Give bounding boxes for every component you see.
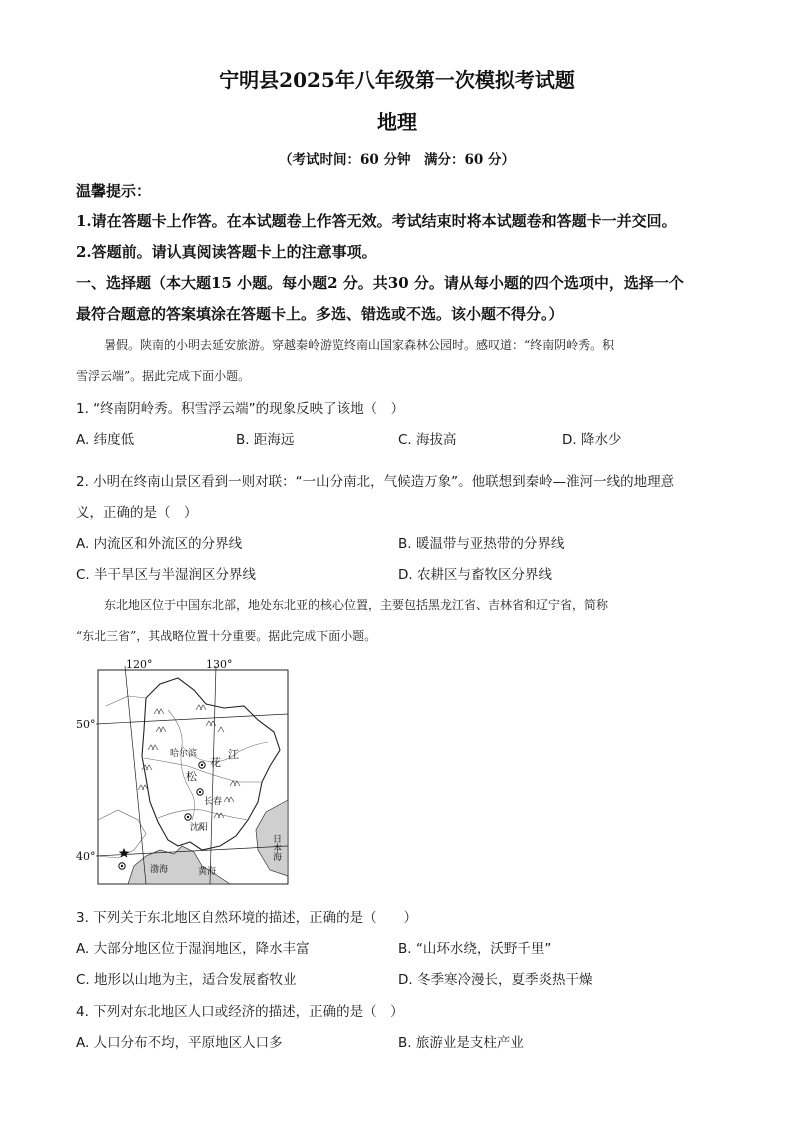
map-label-lat-40: 40°	[76, 850, 96, 863]
map-label-lat-50: 50°	[76, 718, 96, 731]
question-3-stem: 3. 下列关于东北地区自然环境的描述，正确的是（ ）	[76, 910, 418, 926]
map-label-shenyang: 沈阳	[190, 823, 209, 833]
question-2-option-a: A. 内流区和外流区的分界线	[76, 536, 243, 552]
map-label-lon-120: 120°	[126, 658, 153, 671]
northeast-china-map	[76, 658, 288, 884]
question-1-option-d: D. 降水少	[562, 432, 622, 448]
question-1-option-b: B. 距海远	[236, 432, 295, 448]
subject-title: 地理	[377, 110, 417, 134]
map-label-huanghai: 黄海	[198, 867, 217, 877]
question-3-option-a: A. 大部分地区位于湿润地区，降水丰富	[76, 941, 310, 957]
passage-2-line-1: 东北地区位于中国东北部，地处东北亚的核心位置，主要包括黑龙江省、吉林省和辽宁省，简称	[104, 598, 609, 612]
question-4-option-b: B. 旅游业是支柱产业	[398, 1035, 524, 1051]
map-label-river-song: 松	[186, 770, 197, 783]
question-3-option-b: B. “山环水绕，沃野千里”	[398, 941, 552, 957]
map-label-bohai: 渤海	[150, 865, 169, 875]
map-label-changchun: 长春	[204, 797, 223, 807]
exam-info: （考试时间：60 分钟 满分：60 分）	[279, 152, 515, 168]
passage-1-line-2: 雪浮云端”。据此完成下面小题。	[76, 369, 251, 383]
question-2-stem-line-1: 2. 小明在终南山景区看到一则对联：“一山分南北，气候造万象”。他联想到秦岭—淮河一线的地理意	[76, 474, 675, 490]
question-1-option-a: A. 纬度低	[76, 432, 135, 448]
question-4-option-a: A. 人口分布不均，平原地区人口多	[76, 1035, 283, 1051]
passage-2-line-2: “东北三省”，其战略位置十分重要。据此完成下面小题。	[76, 629, 377, 643]
question-2-stem-line-2: 义，正确的是（ ）	[76, 505, 198, 521]
question-4-stem: 4. 下列对东北地区人口或经济的描述，正确的是（ ）	[76, 1004, 404, 1020]
question-3-option-c: C. 地形以山地为主，适合发展畜牧业	[76, 972, 297, 988]
question-2-option-b: B. 暖温带与亚热带的分界线	[398, 536, 565, 552]
passage-1-line-1: 暑假。陕南的小明去延安旅游。穿越秦岭游览终南山国家森林公园时。感叹道：“终南阴岭秀。积	[104, 338, 615, 352]
exam-title: 宁明县2025年八年级第一次模拟考试题	[219, 68, 575, 92]
map-label-river-hua: 花	[210, 756, 221, 769]
notice-line-1: 1.请在答题卡上作答。在本试题卷上作答无效。考试结束时将本试题卷和答题卡一并交回。	[76, 212, 677, 230]
map-label-lon-130: 130°	[206, 658, 233, 671]
notice-heading: 温馨提示：	[76, 182, 152, 200]
question-2-option-c: C. 半干旱区与半湿润区分界线	[76, 567, 257, 583]
section-heading-line-2: 最符合题意的答案填涂在答题卡上。多选、错选或不选。该小题不得分。）	[76, 305, 564, 323]
question-1-stem: 1. “终南阴岭秀。积雪浮云端”的现象反映了该地（ ）	[76, 401, 405, 417]
section-heading-line-1: 一、选择题（本大题15 小题。每小题2 分。共30 分。请从每小题的四个选项中，选择一个	[76, 274, 684, 292]
notice-line-2: 2.答题前。请认真阅读答题卡上的注意事项。	[76, 243, 377, 261]
map-label-harbin: 哈尔滨	[170, 749, 198, 759]
map-label-japan-sea: 日本海	[271, 834, 281, 861]
question-1-option-c: C. 海拔高	[398, 432, 457, 448]
question-2-option-d: D. 农耕区与畜牧区分界线	[398, 567, 552, 583]
map-label-river-jiang: 江	[228, 748, 239, 761]
question-3-option-d: D. 冬季寒冷漫长，夏季炎热干燥	[398, 972, 593, 988]
